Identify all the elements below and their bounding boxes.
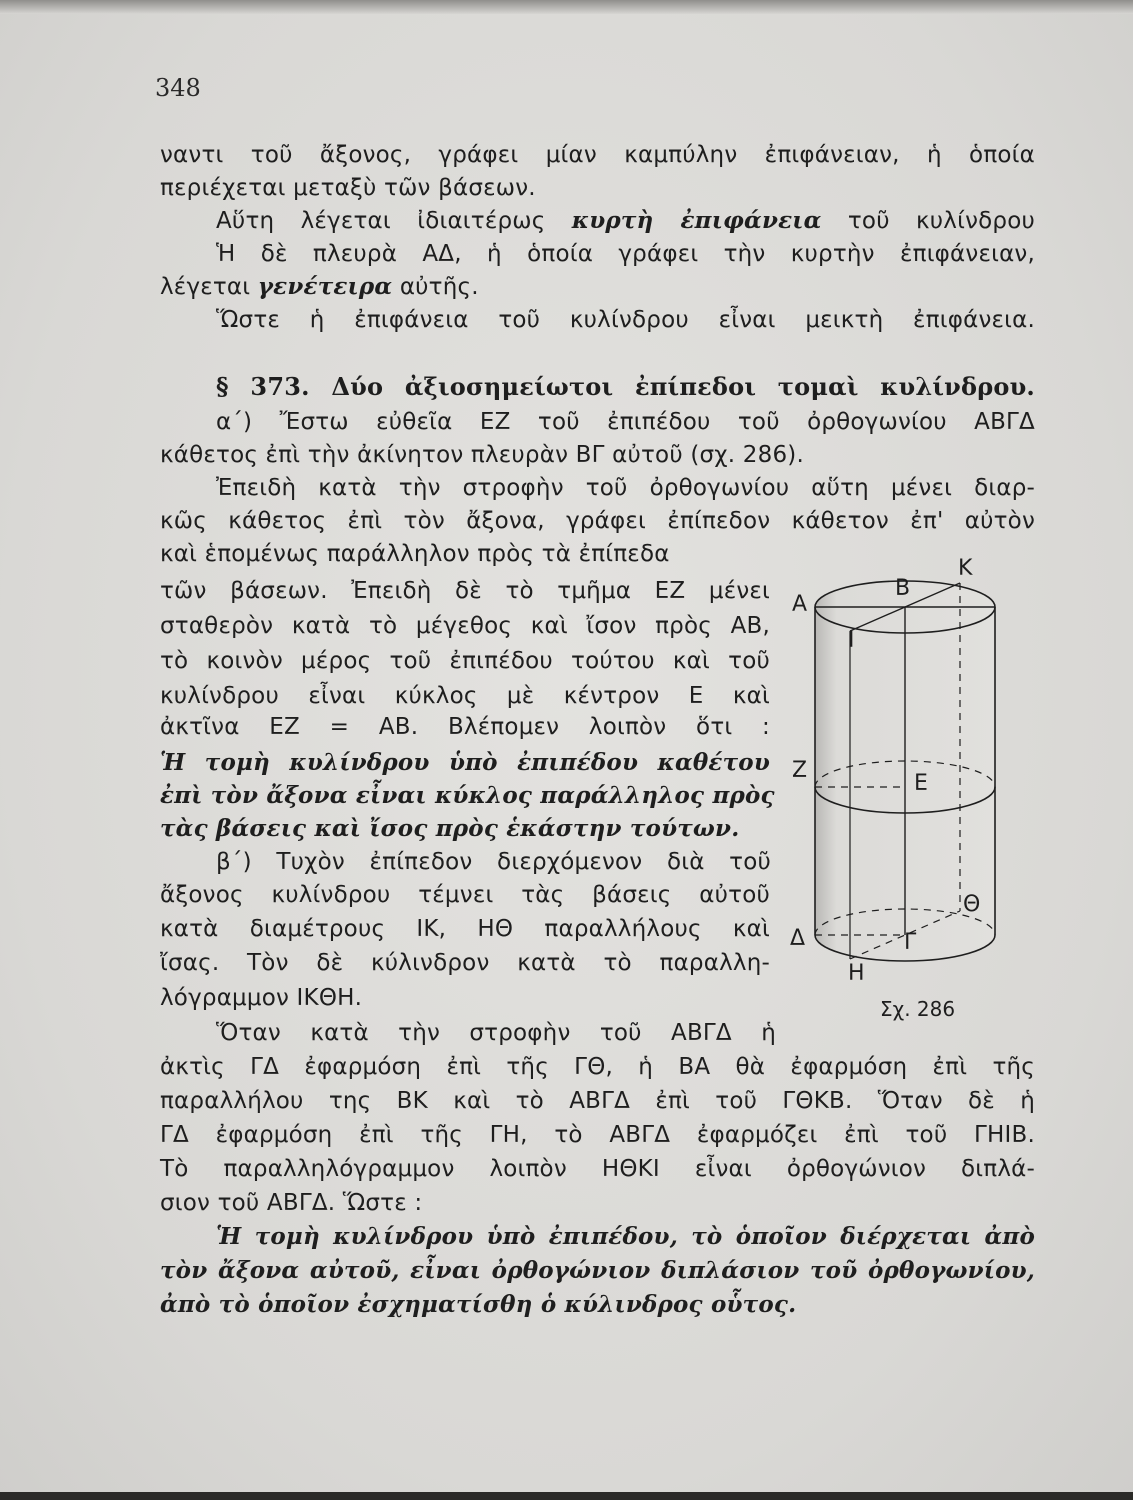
text-line: ἄξονος κυλίνδρου τέμνει τὰς βάσεις αὐτοῦ <box>160 882 770 908</box>
figure-caption: Σχ. 286 <box>880 997 956 1021</box>
text-line: παραλλήλου της ΒΚ καὶ τὸ ΑΒΓΔ ἐπὶ τοῦ ΓΘΚΒ. Ὅταν δὲ ἡ <box>160 1088 1035 1114</box>
cylinder-figure <box>780 545 1020 985</box>
text-line: τὸ κοινὸν μέρος τοῦ ἐπιπέδου τούτου καὶ τοῦ <box>160 648 770 674</box>
label-delta: Δ <box>790 926 806 951</box>
text-line: β΄) Τυχὸν ἐπίπεδον διερχόμενον διὰ τοῦ <box>216 849 771 875</box>
theorem-line: ἀπὸ τὸ ὁποῖον ἐσχηματίσθη ὁ κύλινδρος οὗτος. <box>160 1291 797 1318</box>
page-top-edge <box>0 0 1133 14</box>
text-line: κάθετος ἐπὶ τὴν ἀκίνητον πλευρὰν ΒΓ αὐτοῦ (σχ. 286). <box>160 442 804 468</box>
label-B: Β <box>895 576 911 601</box>
section-heading: § 373. Δύο ἀξιοσημείωτοι ἐπίπεδοι τομαὶ κυλίνδρου. <box>216 372 1035 401</box>
text-line: περιέχεται μεταξὺ τῶν βάσεων. <box>160 175 536 201</box>
theorem-line: ἐπὶ τὸν ἄξονα εἶναι κύκλος παράλληλος πρὸς <box>160 782 775 809</box>
label-E: Ε <box>914 771 928 796</box>
label-A: Α <box>792 592 808 617</box>
text-line: τῶν βάσεων. Ἐπειδὴ δὲ τὸ τμῆμα ΕΖ μένει <box>160 578 770 604</box>
text-line: ἀκτῖνα ΕΖ = ΑΒ. Βλέπομεν λοιπὸν ὅτι : <box>160 714 770 740</box>
text-line: κατὰ διαμέτρους ΙΚ, ΗΘ παραλλήλους καὶ <box>160 916 770 942</box>
text-line: ναντι τοῦ ἄξονος, γράφει μίαν καμπύλην ἐπιφάνειαν, ἡ ὁποία <box>160 142 1035 168</box>
text-line: Τὸ παραλληλόγραμμον λοιπὸν ΗΘΚΙ εἶναι ὀρθογώνιον διπλά- <box>160 1156 1035 1182</box>
text-line: κῶς κάθετος ἐπὶ τὸν ἄξονα, γράφει ἐπίπεδον κάθετον ἐπ' αὐτὸν <box>160 508 1035 534</box>
text-line: σταθερὸν κατὰ τὸ μέγεθος καὶ ἴσον πρὸς ΑΒ, <box>160 613 770 639</box>
text-line: ἴσας. Τὸν δὲ κύλινδρον κατὰ τὸ παραλλη- <box>160 950 770 976</box>
text-line: Αὕτη λέγεται ἰδιαιτέρως κυρτὴ ἐπιφάνεια τοῦ κυλίνδρου <box>216 207 1035 234</box>
label-I: Ι <box>848 628 855 653</box>
label-K: Κ <box>958 556 973 581</box>
label-gamma: Γ <box>904 930 917 955</box>
label-theta: Θ <box>963 892 981 917</box>
text-line: Ὅταν κατὰ τὴν στροφὴν τοῦ ΑΒΓΔ ἡ <box>216 1020 776 1046</box>
page-bottom-edge <box>0 1492 1133 1500</box>
theorem-line: Ἡ τομὴ κυλίνδρου ὑπὸ ἐπιπέδου καθέτου <box>160 749 770 776</box>
text-line: κυλίνδρου εἶναι κύκλος μὲ κέντρον Ε καὶ <box>160 683 770 709</box>
theorem-line: Ἡ τομὴ κυλίνδρου ὑπὸ ἐπιπέδου, τὸ ὁποῖον διέρχεται ἀπὸ <box>216 1223 1035 1250</box>
label-H: Η <box>848 961 865 985</box>
text-line: λόγραμμον ΙΚΘΗ. <box>160 985 363 1011</box>
term-convex-surface: κυρτὴ ἐπιφάνεια <box>571 207 822 234</box>
text-line: λέγεται γενέτειρα αὐτῆς. <box>160 273 479 300</box>
term-generatrix: γενέτειρα <box>257 273 393 300</box>
text-line: καὶ ἑπομένως παράλληλον πρὸς τὰ ἐπίπεδα <box>160 541 670 567</box>
theorem-line: τὰς βάσεις καὶ ἴσος πρὸς ἑκάστην τούτων. <box>160 815 740 842</box>
text-line: Ἐπειδὴ κατὰ τὴν στροφὴν τοῦ ὀρθογωνίου αὕτη μένει διαρ- <box>216 475 1035 501</box>
label-Z: Ζ <box>792 758 808 783</box>
text-line: σιον τοῦ ΑΒΓΔ. Ὥστε : <box>160 1190 423 1216</box>
theorem-line: τὸν ἄξονα αὐτοῦ, εἶναι ὀρθογώνιον διπλάσιον τοῦ ὀρθογωνίου, <box>160 1257 1035 1284</box>
page-number: 348 <box>155 74 201 102</box>
text-line: Ἡ δὲ πλευρὰ ΑΔ, ἡ ὁποία γράφει τὴν κυρτὴν ἐπιφάνειαν, <box>216 241 1035 267</box>
text-line: α΄) Ἔστω εὐθεῖα ΕΖ τοῦ ἐπιπέδου τοῦ ὀρθογωνίου ΑΒΓΔ <box>216 409 1035 435</box>
text-line: ΓΔ ἐφαρμόση ἐπὶ τῆς ΓΗ, τὸ ΑΒΓΔ ἐφαρμόζει ἐπὶ τοῦ ΓΗΙΒ. <box>160 1122 1035 1148</box>
text-line: Ὥστε ἡ ἐπιφάνεια τοῦ κυλίνδρου εἶναι μεικτὴ ἐπιφάνεια. <box>216 307 1035 333</box>
text-line: ἀκτὶς ΓΔ ἐφαρμόση ἐπὶ τῆς ΓΘ, ἡ ΒΑ θὰ ἐφαρμόση ἐπὶ τῆς <box>160 1054 1035 1080</box>
